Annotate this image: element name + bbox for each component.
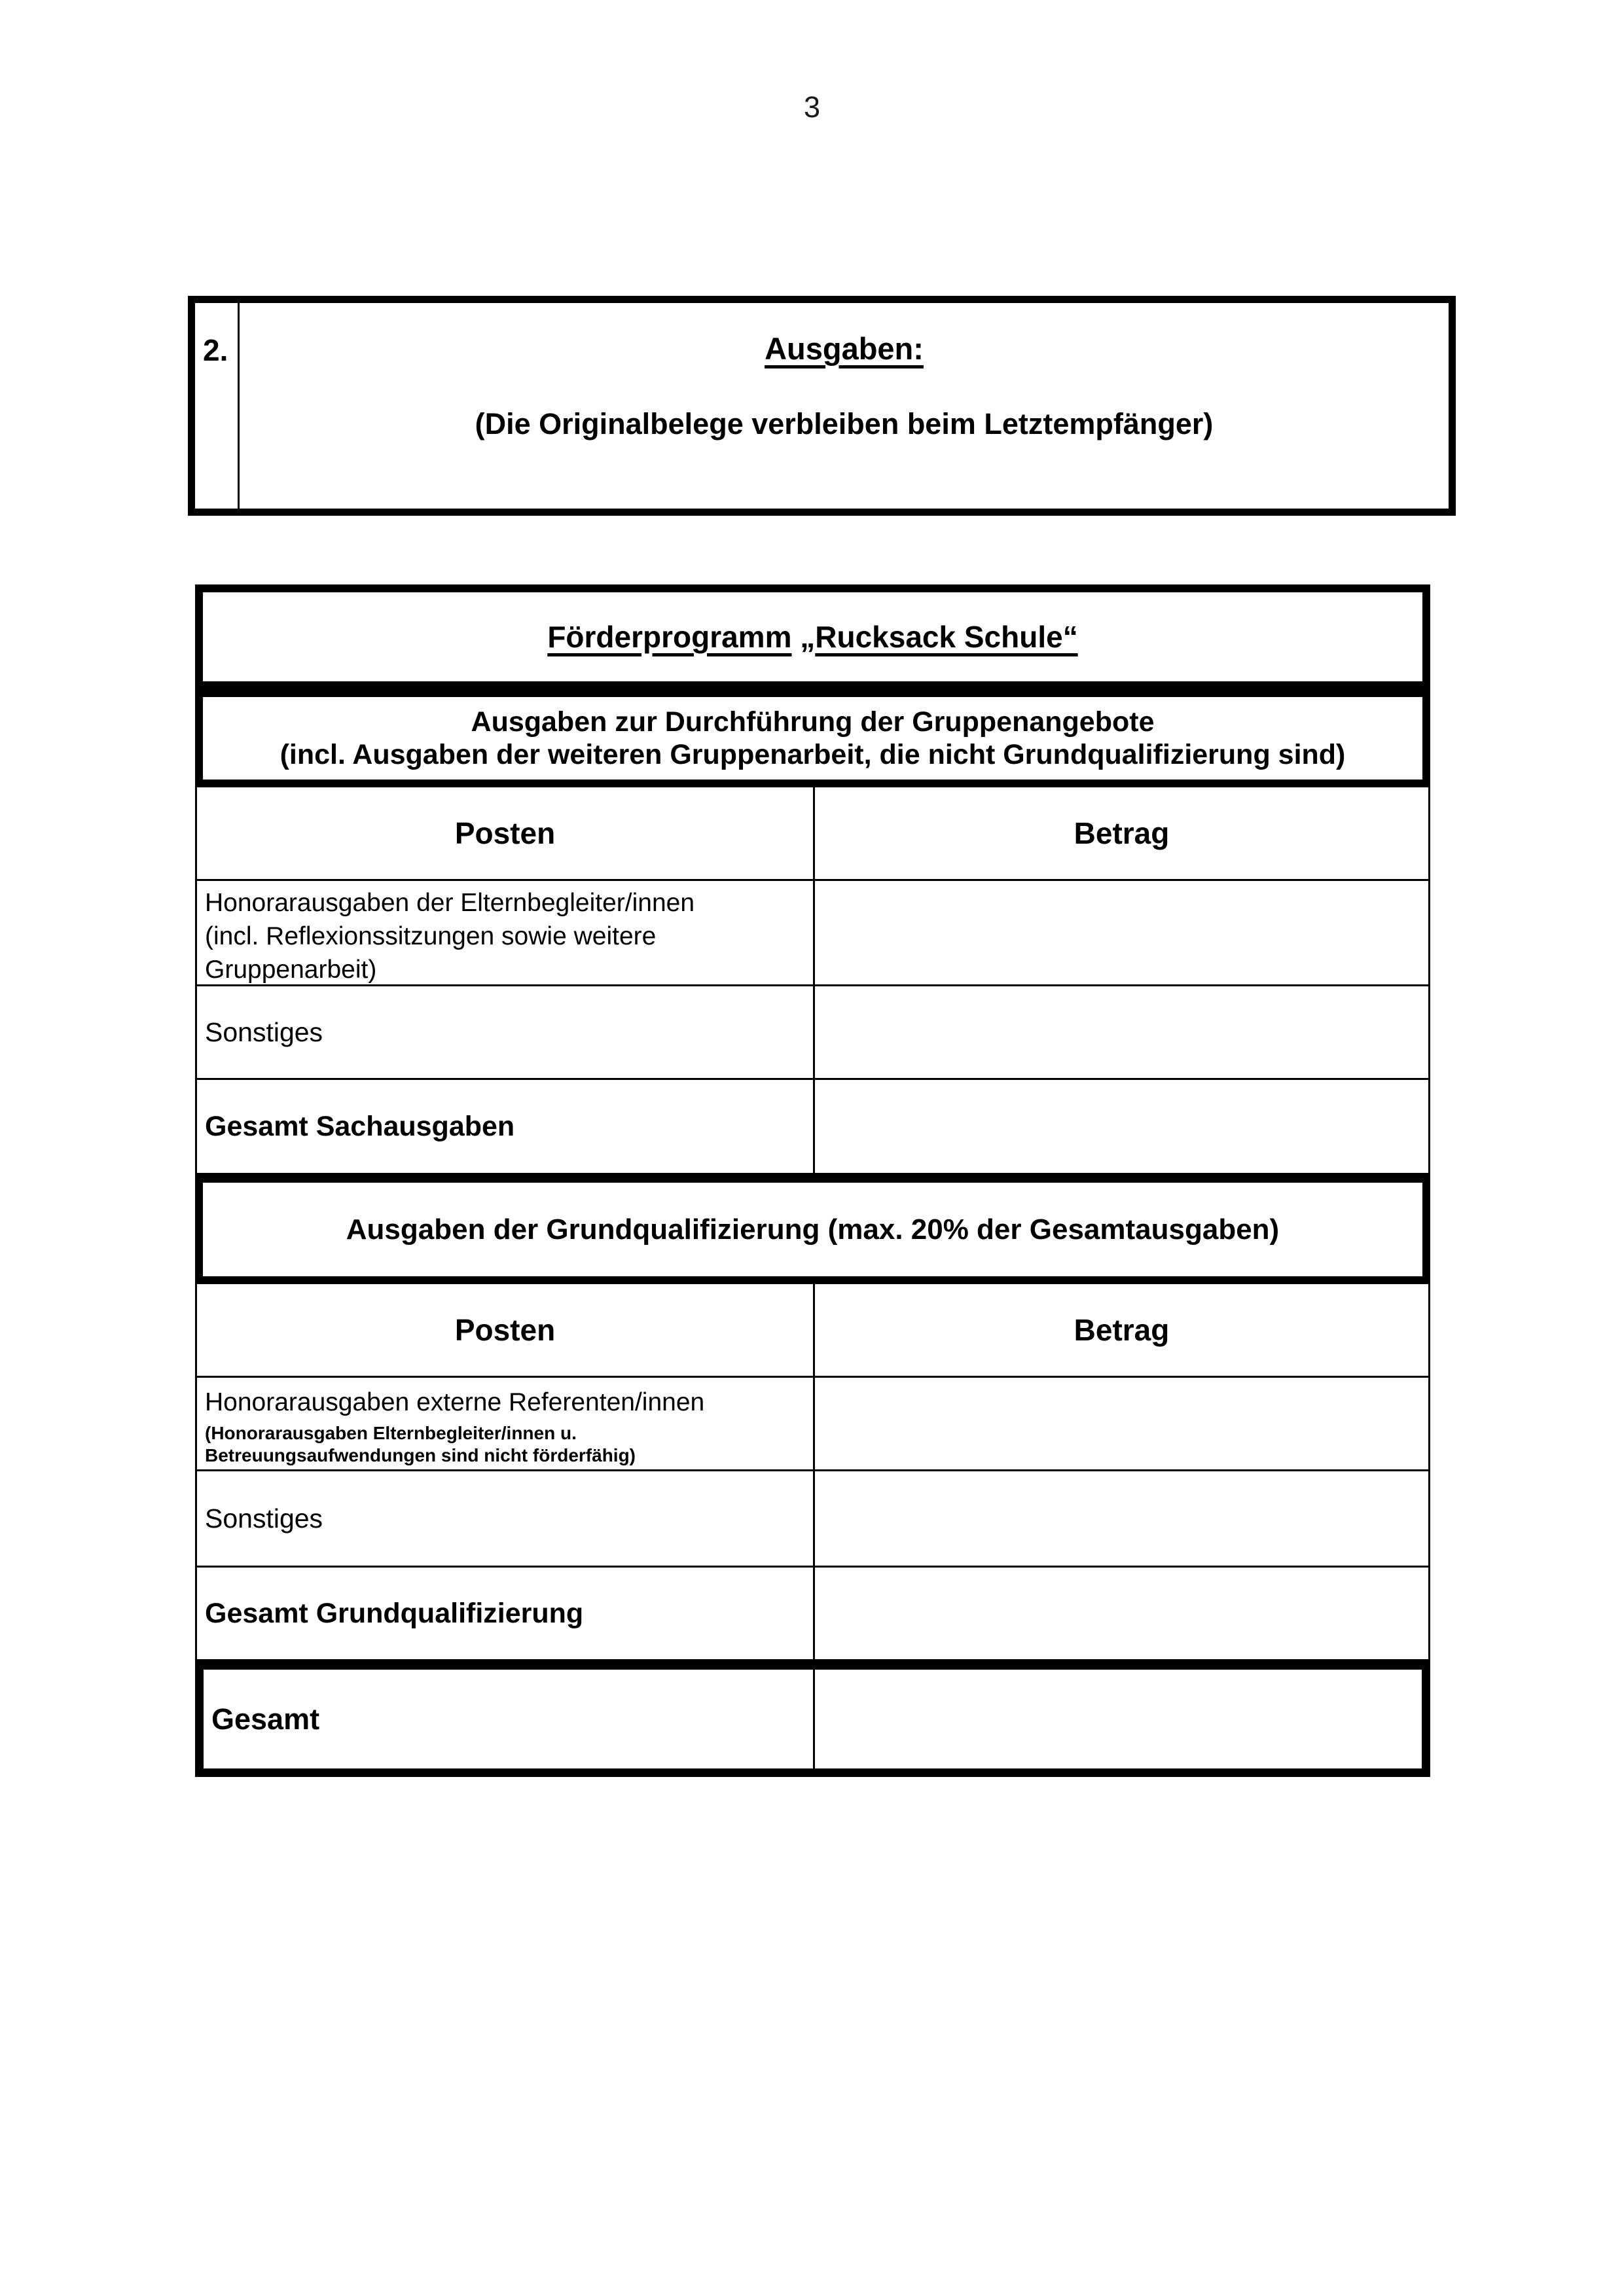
betrag-cell-empty xyxy=(815,1471,1428,1566)
expenses-section-box xyxy=(188,296,1456,516)
section-index: 2. xyxy=(195,303,240,509)
total-label: Gesamt Sachausgaben xyxy=(197,1080,815,1173)
posten-line: Honorarausgaben der Elternbegleiter/innen xyxy=(205,889,695,917)
grand-total-label: Gesamt xyxy=(204,1670,815,1768)
section-note: (Die Originalbelege verbleiben beim Letztempfänger) xyxy=(475,407,1214,440)
program-title-part2: Rucksack Schule“ xyxy=(815,620,1078,654)
column-header-betrag: Betrag xyxy=(1074,1313,1170,1347)
group-offer-header-line1: Ausgaben zur Durchführung der Gruppenangebote xyxy=(471,706,1155,738)
grundqualifizierung-section xyxy=(195,1284,1430,1661)
posten-cell xyxy=(197,1378,815,1469)
table-row-honorar-referenten xyxy=(197,1378,1428,1471)
betrag-cell-empty xyxy=(815,1670,1422,1768)
table-row-honorar-elternbegleiter xyxy=(197,881,1428,986)
group-offer-header-row xyxy=(195,689,1430,787)
grand-total-row xyxy=(195,1661,1430,1777)
posten-line: Gruppenarbeit) xyxy=(205,956,377,984)
posten-cell: Sonstiges xyxy=(197,986,815,1078)
section-header-cell xyxy=(240,303,1449,509)
table-row-sonstiges xyxy=(197,986,1428,1080)
betrag-cell-empty xyxy=(815,1568,1428,1659)
table-header-row xyxy=(197,1284,1428,1378)
betrag-cell-empty xyxy=(815,1080,1428,1173)
posten-main: Honorarausgaben externe Referenten/innen xyxy=(205,1388,705,1416)
column-header-posten: Posten xyxy=(197,1284,815,1376)
posten-note-line: (Honorarausgaben Elternbegleiter/innen u. xyxy=(205,1423,577,1443)
program-title xyxy=(547,619,1077,655)
program-table xyxy=(195,584,1430,1777)
table-header-row xyxy=(197,787,1428,881)
page-number: 3 xyxy=(803,90,821,124)
betrag-cell-empty xyxy=(815,1378,1428,1469)
total-label: Gesamt Grundqualifizierung xyxy=(197,1568,815,1659)
betrag-cell-empty xyxy=(815,881,1428,984)
betrag-cell-empty xyxy=(815,986,1428,1078)
posten-line: (incl. Reflexionssitzungen sowie weitere xyxy=(205,922,657,950)
program-title-row xyxy=(195,584,1430,689)
program-title-quote: „ xyxy=(791,620,816,654)
table-row-sonstiges xyxy=(197,1471,1428,1568)
posten-note-line: Betreuungsaufwendungen sind nicht förderfähig) xyxy=(205,1445,636,1465)
column-header-posten: Posten xyxy=(197,787,815,879)
grundqualifizierung-header-row xyxy=(195,1175,1430,1284)
section-title: Ausgaben: xyxy=(765,331,924,366)
group-expenses-section xyxy=(195,787,1430,1175)
column-header-betrag: Betrag xyxy=(1074,816,1170,850)
program-title-part1: Förderprogramm xyxy=(547,620,792,654)
posten-cell: Sonstiges xyxy=(197,1471,815,1566)
table-row-gesamt-grundqualifizierung xyxy=(197,1568,1428,1661)
table-row-gesamt-sachausgaben xyxy=(197,1080,1428,1175)
posten-cell xyxy=(197,881,815,984)
grundqualifizierung-header: Ausgaben der Grundqualifizierung (max. 20% der Gesamtausgaben) xyxy=(346,1213,1280,1246)
group-offer-header-line2: (incl. Ausgaben der weiteren Gruppenarbeit, die nicht Grundqualifizierung sind) xyxy=(280,739,1346,770)
